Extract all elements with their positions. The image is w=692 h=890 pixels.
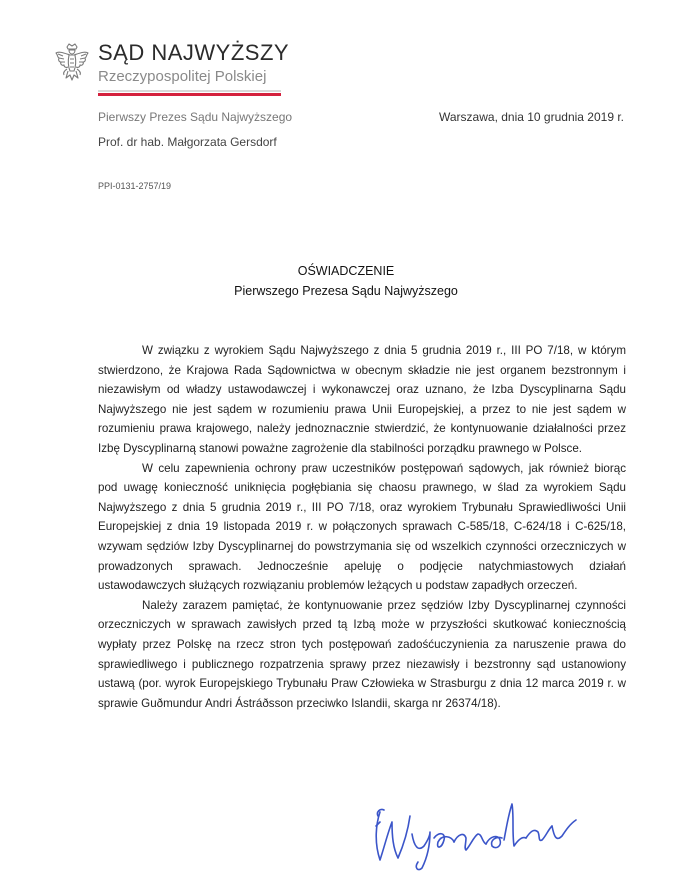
paragraph-3: Należy zarazem pamiętać, że kontynuowanie przez sędziów Izby Dyscyplinarnej czynności orzeczniczych w sprawach zawisłych przed tą Izbą może w przyszłości skutkować koniecznością wypłaty przez Polskę na rzecz stron tych postępowań zadośćuczynienia za naruszenie prawa do sprawiedliwego i publicznego rozpatrzenia sprawy przez niezawisły i bezstronny sąd ustanowiony ustawą (por. wyrok Europejskiego Trybunału Praw Człowieka w Strasburgu z dnia 12 marca 2019 r. w sprawie Guðmundur Andri Ástráðsson przeciwko Islandii, skarga nr 26374/18).: [98, 598, 626, 710]
flag-stripe-red: [98, 93, 281, 96]
author-title: Pierwszy Prezes Sądu Najwyższego: [98, 110, 293, 124]
place-date: Warszawa, dnia 10 grudnia 2019 r.: [439, 110, 624, 124]
handwritten-signature: [366, 786, 591, 872]
reference-number: PPI-0131-2757/19: [98, 181, 172, 191]
statement-body: [98, 341, 626, 713]
document-title: OŚWIADCZENIE: [297, 264, 395, 278]
paragraph-1: W związku z wyrokiem Sądu Najwyższego z dnia 5 grudnia 2019 r., III PO 7/18, w którym stwierdzono, że Krajowa Rada Sądownictwa w obecnym składzie nie jest organem bezstronnym i niezawisłym od władzy ustawodawczej i wykonawczej oraz uznano, że Izba Dyscyplinarna Sądu Najwyższego nie jest sądem w rozumieniu prawa Unii Europejskiej, a przez to nie jest sądem w rozumieniu prawa krajowego, należy jednoznacznie stwierdzić, że kontynuowanie działalności przez Izbę Dyscyplinarną stanowi poważne zagrożenie dla stabilności porządku prawnego w Polsce.: [98, 344, 626, 455]
white-eagle-emblem-icon: [54, 42, 90, 86]
court-name: SĄD NAJWYŻSZY: [98, 40, 290, 65]
court-subtitle: Rzeczypospolitej Polskiej: [98, 68, 267, 85]
author-name: Prof. dr hab. Małgorzata Gersdorf: [98, 135, 277, 149]
document-subtitle: Pierwszego Prezesa Sądu Najwyższego: [234, 284, 458, 298]
paragraph-2: W celu zapewnienia ochrony praw uczestników postępowań sądowych, jak również biorąc pod uwagę konieczność uniknięcia pogłębiania się chaosu prawnego, w ślad za wyrokiem Sądu Najwyższego z dnia 5 grudnia 2019 r., III PO 7/18, oraz wyrokiem Trybunału Sprawiedliwości Unii Europejskiej z dnia 19 listopada 2019 r. w połączonych sprawach C-585/18, C-624/18 i C-625/18, wzywam sędziów Izby Dyscyplinarnej do powstrzymania się od wszelkich czynności orzeczniczych w prowadzonych sprawach. Jednocześnie apeluję o podjęcie natychmiastowych działań ustawodawczych służących rozwiązaniu problemów leżących u podstaw zapadłych orzeczeń.: [98, 461, 626, 593]
flag-stripe-white: [98, 90, 281, 92]
